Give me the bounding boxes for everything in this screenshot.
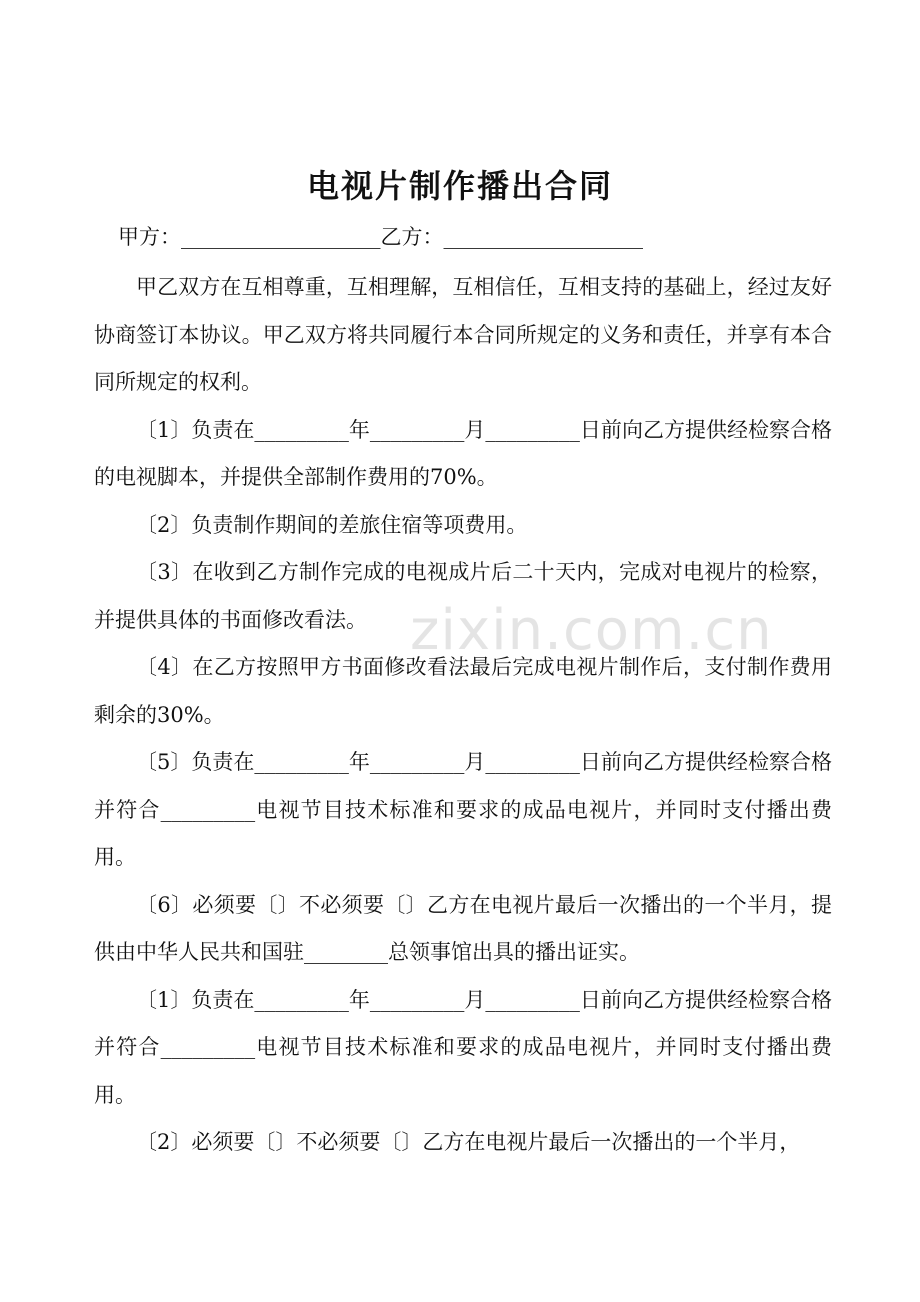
paragraph-intro: 甲乙双方在互相尊重，互相理解，互相信任，互相支持的基础上，经过友好协商签订本协议。甲乙双方将共同履行本合同所规定的义务和责任，并享有本合同所规定的权利。: [94, 275, 832, 394]
watermark: zixin.com.cn: [410, 598, 773, 663]
contract-body: [94, 264, 832, 1167]
paragraph-clause-5: 〔5〕负责在_________年_________月_________日前向乙方提供经检察合格并符合_________电视节目技术标准和要求的成品电视片，并同时支付播出费用。: [94, 750, 832, 869]
paragraph-clause-2: 〔2〕负责制作期间的差旅住宿等项费用。: [136, 512, 528, 537]
paragraph-clause-1: 〔1〕负责在_________年_________月_________日前向乙方提供经检察合格的电视脚本，并提供全部制作费用的70%。: [94, 417, 832, 489]
paragraph-clause-4: 〔4〕在乙方按照甲方书面修改看法最后完成电视片制作后，支付制作费用剩余的30%。: [94, 655, 832, 727]
paragraph-clause-3: 〔3〕在收到乙方制作完成的电视成片后二十天内，完成对电视片的检察，并提供具体的书面修改看法。: [94, 560, 832, 632]
page-title: 电视片制作播出合同: [306, 167, 613, 205]
paragraph-clause-1b: 〔1〕负责在_________年_________月_________日前向乙方提供经检察合格并符合_________电视节目技术标准和要求的成品电视片，并同时支付播出费用。: [94, 987, 832, 1107]
paragraph-clause-2b: 〔2〕必须要〔〕不必须要〔〕乙方在电视片最后一次播出的一个半月，: [136, 1130, 801, 1154]
paragraph-clause-6: 〔6〕必须要〔〕不必须要〔〕乙方在电视片最后一次播出的一个半月，提供由中华人民共和国驻________总领事馆出具的播出证实。: [94, 892, 832, 964]
parties-line: 甲方：___________________乙方：___________________: [118, 225, 643, 249]
